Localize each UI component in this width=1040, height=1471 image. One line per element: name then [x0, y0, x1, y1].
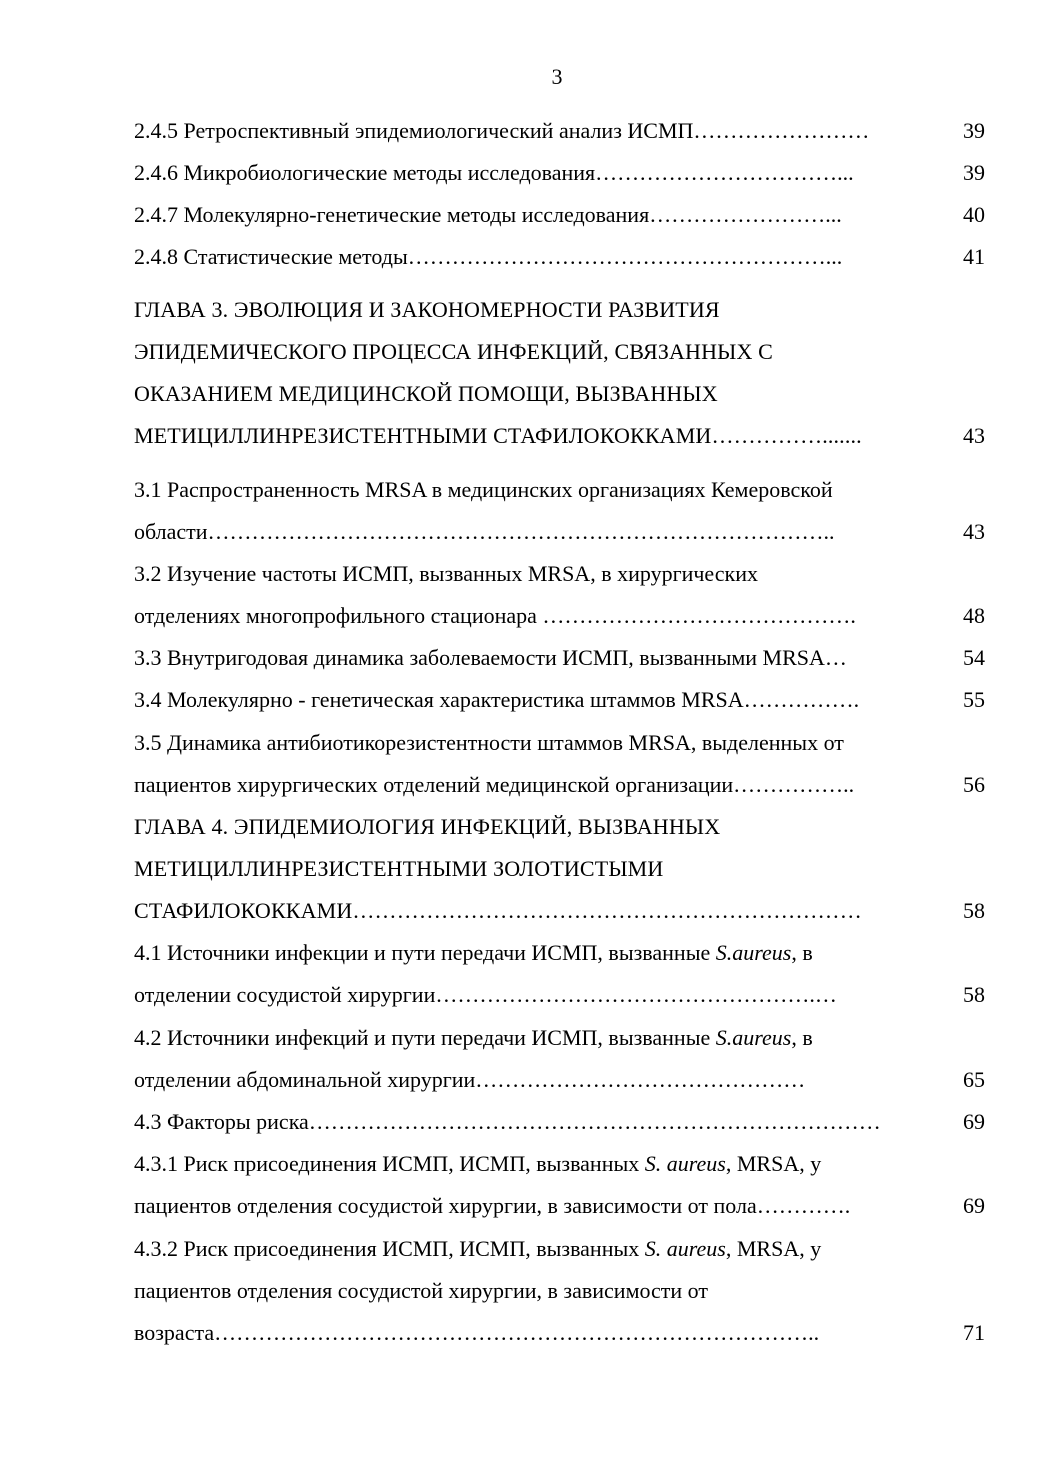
- toc-entry-line: СТАФИЛОКОККАМИ……………………………………………………………: [134, 898, 862, 923]
- toc-page-number: 39: [963, 118, 985, 143]
- toc-page-number: 58: [963, 982, 985, 1007]
- toc-entry-line: возраста………………………………………………………………………..: [134, 1320, 820, 1345]
- toc-page-number: 56: [963, 772, 985, 797]
- species-name-italic: S.aureus: [715, 1025, 792, 1050]
- toc-page-number: 54: [963, 645, 985, 670]
- toc-entry-line: [134, 1236, 821, 1262]
- toc-entry-line: 2.4.6 Микробиологические методы исследования……………………………...: [134, 160, 854, 185]
- toc-page-number: 43: [963, 519, 985, 544]
- toc-entry-text: , MRSA, у: [725, 1151, 822, 1176]
- toc-page-number: 39: [963, 160, 985, 185]
- toc-entry-line: 3.2 Изучение частоты ИСМП, вызванных MRSA, в хирургических: [134, 561, 758, 586]
- toc-entry-line: отделении сосудистой хирургии…………………………………………….…: [134, 982, 837, 1007]
- toc-page-number: 69: [963, 1193, 985, 1218]
- toc-entry-line: 2.4.7 Молекулярно-генетические методы исследования……………………...: [134, 202, 842, 227]
- toc-page-number: 58: [963, 898, 985, 923]
- toc-entry-line: МЕТИЦИЛЛИНРЕЗИСТЕНТНЫМИ ЗОЛОТИСТЫМИ: [134, 856, 664, 881]
- toc-page-number: 69: [963, 1109, 985, 1134]
- toc-entry-text: , MRSA, у: [725, 1236, 822, 1261]
- toc-entry-line: 2.4.8 Статистические методы…………………………………………………...: [134, 244, 843, 269]
- toc-entry-line: отделениях многопрофильного стационара …………………………………….: [134, 603, 856, 628]
- page-number: 3: [551, 64, 563, 89]
- toc-page-number: 48: [963, 603, 985, 628]
- toc-page-number: 55: [963, 687, 985, 712]
- toc-entry-line: 3.5 Динамика антибиотикорезистентности штаммов MRSA, выделенных от: [134, 730, 844, 755]
- toc-entry-line: [134, 1151, 821, 1177]
- toc-entry-line: МЕТИЦИЛЛИНРЕЗИСТЕНТНЫМИ СТАФИЛОКОККАМИ…………….......: [134, 423, 862, 448]
- toc-entry-line: 3.4 Молекулярно - генетическая характеристика штаммов MRSA…………….: [134, 687, 860, 712]
- toc-entry-line: области…………………………………………………………………………..: [134, 519, 835, 544]
- toc-entry-line: ГЛАВА 3. ЭВОЛЮЦИЯ И ЗАКОНОМЕРНОСТИ РАЗВИТИЯ: [134, 297, 720, 322]
- toc-entry-line: [134, 1025, 813, 1051]
- toc-page-number: 71: [963, 1320, 985, 1345]
- toc-entry-text: 4.1 Источники инфекции и пути передачи ИСМП, вызванные: [134, 940, 716, 965]
- toc-entry-line: 3.1 Распространенность MRSA в медицинских организациях Кемеровской: [134, 477, 833, 502]
- toc-entry-text: 4.3.1 Риск присоединения ИСМП, ИСМП, вызванных: [134, 1151, 645, 1176]
- toc-page-number: 65: [963, 1067, 985, 1092]
- toc-entry-line: ОКАЗАНИЕМ МЕДИЦИНСКОЙ ПОМОЩИ, ВЫЗВАННЫХ: [134, 381, 718, 406]
- toc-entry-line: пациентов отделения сосудистой хирургии, в зависимости от пола………….: [134, 1193, 851, 1218]
- toc-page-number: 41: [963, 244, 985, 269]
- toc-entry-line: пациентов хирургических отделений медицинской организации……………..: [134, 772, 855, 797]
- toc-entry-line: ГЛАВА 4. ЭПИДЕМИОЛОГИЯ ИНФЕКЦИЙ, ВЫЗВАННЫХ: [134, 814, 721, 839]
- toc-entry-line: 4.3 Факторы риска……………………………………………………………………: [134, 1109, 881, 1134]
- toc-entry-line: отделении абдоминальной хирургии………………………………………: [134, 1067, 806, 1092]
- toc-page-number: 43: [963, 423, 985, 448]
- toc-entry-line: пациентов отделения сосудистой хирургии, в зависимости от: [134, 1278, 709, 1303]
- species-name-italic: S. aureus: [644, 1236, 726, 1261]
- toc-entry-text: , в: [791, 940, 813, 965]
- toc-entry-line: 2.4.5 Ретроспективный эпидемиологический анализ ИСМП……………………: [134, 118, 870, 143]
- toc-entry-line: [134, 940, 813, 966]
- toc-entry-line: 3.3 Внутригодовая динамика заболеваемости ИСМП, вызванными MRSA…: [134, 645, 847, 670]
- toc-entry-text: 4.3.2 Риск присоединения ИСМП, ИСМП, вызванных: [134, 1236, 645, 1261]
- toc-entry-text: 4.2 Источники инфекций и пути передачи ИСМП, вызванные: [134, 1025, 716, 1050]
- species-name-italic: S.aureus: [715, 940, 792, 965]
- toc-entry-text: , в: [791, 1025, 813, 1050]
- toc-page-number: 40: [963, 202, 985, 227]
- toc-entry-line: ЭПИДЕМИЧЕСКОГО ПРОЦЕССА ИНФЕКЦИЙ, СВЯЗАННЫХ С: [134, 339, 773, 364]
- species-name-italic: S. aureus: [644, 1151, 726, 1176]
